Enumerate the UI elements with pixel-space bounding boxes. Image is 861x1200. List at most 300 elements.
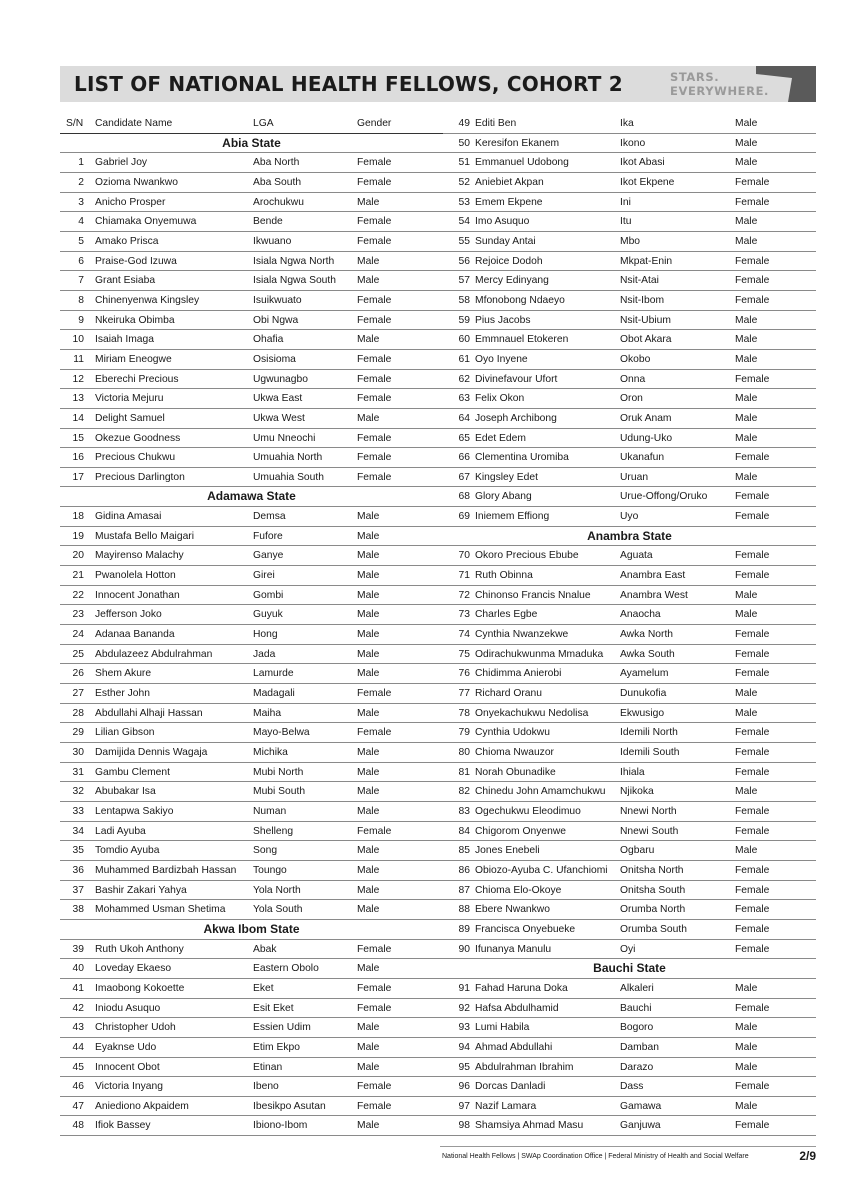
candidate-name: Sunday Antai [475, 235, 536, 247]
table-row [60, 1116, 443, 1136]
candidate-name: Shem Akure [95, 668, 152, 680]
gender-cell: Male [735, 334, 758, 346]
candidate-name: Delight Samuel [95, 412, 165, 424]
lga-cell: Aba North [253, 157, 300, 169]
page-title: LIST OF NATIONAL HEALTH FELLOWS, COHORT 2 [74, 72, 623, 96]
serial-number: 52 [458, 176, 470, 188]
table-row [443, 1116, 816, 1136]
serial-number: 64 [458, 412, 470, 424]
gender-cell: Female [735, 668, 770, 680]
lga-cell: Fufore [253, 530, 283, 542]
serial-number: 30 [72, 747, 84, 758]
serial-number: 33 [72, 805, 84, 817]
header-lga: LGA [253, 118, 274, 129]
lga-cell: Oruk Anam [620, 412, 672, 424]
table-row [60, 1077, 443, 1097]
lga-cell: Anaocha [620, 609, 661, 621]
lga-cell: Arochukwu [253, 196, 304, 208]
candidate-name: Fahad Haruna Doka [475, 982, 568, 994]
serial-number: 3 [78, 196, 84, 208]
gender-cell: Female [357, 235, 392, 247]
candidate-name: Abdullahi Alhaji Hassan [95, 707, 203, 719]
lga-cell: Ibesikpo Asutan [253, 1100, 326, 1112]
gender-cell: Male [357, 864, 380, 876]
table-row [443, 1058, 816, 1078]
gender-cell: Male [357, 648, 380, 660]
gender-cell: Female [357, 471, 392, 483]
candidate-name: Ozioma Nwankwo [95, 176, 178, 188]
table-row [60, 429, 443, 449]
candidate-name: Innocent Jonathan [95, 589, 180, 601]
table-row [60, 409, 443, 429]
tagline-line-1: STARS. [670, 70, 720, 84]
gender-cell: Male [735, 137, 758, 149]
serial-number: 31 [72, 766, 84, 778]
lga-cell: Abak [253, 943, 277, 955]
table-row [60, 605, 443, 625]
gender-cell: Female [357, 294, 392, 306]
gender-cell: Female [735, 904, 770, 916]
gender-cell: Male [357, 255, 380, 267]
lga-cell: Orumba North [620, 904, 686, 916]
table-row [443, 546, 816, 566]
state-heading [60, 487, 443, 507]
table-row [443, 1018, 816, 1038]
lga-cell: Mkpat-Enin [620, 255, 673, 267]
serial-number: 4 [78, 216, 84, 228]
gender-cell: Female [735, 570, 770, 582]
serial-number: 66 [458, 452, 470, 464]
state-heading [60, 134, 443, 154]
table-row [443, 507, 816, 527]
candidate-name: Onyekachukwu Nedolisa [475, 707, 589, 719]
candidate-name: Iniemem Effiong [475, 511, 550, 523]
candidate-name: Mohammed Usman Shetima [95, 904, 226, 916]
gender-cell: Male [357, 334, 380, 346]
table-row [443, 625, 816, 645]
table-row [443, 999, 816, 1019]
table-row [60, 546, 443, 566]
serial-number: 34 [72, 825, 84, 837]
candidate-name: Imaobong Kokoette [95, 982, 185, 994]
candidate-name: Muhammed Bardizbah Hassan [95, 864, 237, 876]
gender-cell: Female [735, 825, 770, 837]
candidate-name: Odirachukwunma Mmaduka [475, 648, 604, 660]
table-row [60, 389, 443, 409]
table-row [443, 566, 816, 586]
candidate-name: Oyo Inyene [475, 353, 528, 365]
lga-cell: Alkaleri [620, 982, 654, 994]
lga-cell: Obi Ngwa [253, 314, 299, 326]
gender-cell: Female [735, 1002, 770, 1014]
lga-cell: Guyuk [253, 609, 283, 621]
lga-cell: Umuahia North [253, 452, 323, 464]
table-row [443, 370, 816, 390]
table-row [443, 330, 816, 350]
lga-cell: Mubi South [253, 786, 306, 798]
table-row [443, 1077, 816, 1097]
candidate-name: Tomdio Ayuba [95, 845, 160, 857]
serial-number: 45 [72, 1061, 84, 1073]
gender-cell: Female [735, 1081, 770, 1093]
table-row [60, 802, 443, 822]
candidate-name: Jones Enebeli [475, 845, 540, 857]
table-row [443, 291, 816, 311]
table-row [60, 841, 443, 861]
candidate-name: Victoria Inyang [95, 1081, 163, 1093]
serial-number: 37 [72, 884, 84, 896]
lga-cell: Onitsha South [620, 884, 686, 896]
table-row [443, 429, 816, 449]
lga-cell: Ohafia [253, 334, 284, 346]
lga-cell: Oyi [620, 943, 636, 955]
serial-number: 74 [458, 629, 470, 641]
serial-number: 65 [458, 432, 470, 444]
lga-cell: Eastern Obolo [253, 963, 319, 975]
gender-cell: Male [357, 412, 380, 424]
serial-number: 24 [72, 629, 84, 641]
serial-number: 25 [72, 648, 84, 660]
serial-number: 16 [72, 452, 84, 464]
lga-cell: Michika [253, 747, 288, 758]
lga-cell: Isiala Ngwa North [253, 255, 335, 267]
table-row [60, 291, 443, 311]
serial-number: 55 [458, 235, 470, 247]
gender-cell: Male [357, 707, 380, 719]
lga-cell: Ibeno [253, 1081, 279, 1093]
table-row [443, 252, 816, 272]
lga-cell: Ika [620, 118, 634, 129]
serial-number: 83 [458, 805, 470, 817]
lga-cell: Damban [620, 1041, 659, 1053]
table-row [443, 468, 816, 488]
candidate-name: Divinefavour Ufort [475, 373, 558, 385]
serial-number: 68 [458, 491, 470, 503]
lga-cell: Anambra East [620, 570, 686, 582]
table-row [60, 527, 443, 547]
candidate-name: Victoria Mejuru [95, 393, 164, 405]
candidate-name: Mfonobong Ndaeyo [475, 294, 565, 306]
serial-number: 77 [458, 688, 470, 700]
lga-cell: Ini [620, 196, 631, 208]
table-row [60, 723, 443, 743]
serial-number: 89 [458, 923, 470, 935]
gender-cell: Male [357, 1022, 380, 1034]
serial-number: 2 [78, 176, 84, 188]
candidate-name: Gambu Clement [95, 766, 170, 778]
state-heading [443, 959, 816, 979]
table-row [443, 389, 816, 409]
candidate-name: Rejoice Dodoh [475, 255, 543, 267]
gender-cell: Male [735, 707, 758, 719]
gender-cell: Male [357, 609, 380, 621]
gender-cell: Female [735, 196, 770, 208]
table-row [60, 959, 443, 979]
lga-cell: Etim Ekpo [253, 1041, 300, 1053]
gender-cell: Male [735, 393, 758, 405]
gender-cell: Female [735, 629, 770, 641]
gender-cell: Male [357, 589, 380, 601]
serial-number: 1 [78, 157, 84, 169]
lga-cell: Ikot Ekpene [620, 176, 675, 188]
serial-number: 63 [458, 393, 470, 405]
lga-cell: Hong [253, 629, 278, 641]
serial-number: 44 [72, 1041, 84, 1053]
serial-number: 69 [458, 511, 470, 523]
lga-cell: Demsa [253, 511, 286, 523]
serial-number: 32 [72, 786, 84, 798]
gender-cell: Female [735, 275, 770, 287]
gender-cell: Male [357, 1061, 380, 1073]
table-row [443, 271, 816, 291]
serial-number: 72 [458, 589, 470, 601]
header-sn: S/N [66, 118, 84, 129]
candidate-name: Cynthia Udokwu [475, 727, 550, 739]
lga-cell: Itu [620, 216, 632, 228]
table-row [443, 232, 816, 252]
serial-number: 9 [78, 314, 84, 326]
serial-number: 92 [458, 1002, 470, 1014]
candidate-name: Christopher Udoh [95, 1022, 176, 1034]
table-row [443, 409, 816, 429]
table-row [60, 507, 443, 527]
gender-cell: Male [357, 766, 380, 778]
candidate-name: Glory Abang [475, 491, 532, 503]
candidate-name: Felix Okon [475, 393, 525, 405]
gender-cell: Male [357, 275, 380, 287]
gender-cell: Male [735, 353, 758, 365]
lga-cell: Eket [253, 982, 274, 994]
serial-number: 96 [458, 1081, 470, 1093]
serial-number: 18 [72, 511, 84, 523]
gender-cell: Female [735, 373, 770, 385]
serial-number: 5 [78, 235, 84, 247]
lga-cell: Oron [620, 393, 643, 405]
candidate-name: Chinonso Francis Nnalue [475, 589, 591, 601]
serial-number: 29 [72, 727, 84, 739]
candidate-name: Ifunanya Manulu [475, 943, 552, 955]
gender-cell: Female [357, 1081, 392, 1093]
serial-number: 84 [458, 825, 470, 837]
lga-cell: Toungo [253, 864, 287, 876]
serial-number: 20 [72, 550, 84, 562]
candidate-name: Aniebiet Akpan [475, 176, 544, 188]
table-row [60, 252, 443, 272]
serial-number: 76 [458, 668, 470, 680]
candidate-name: Nazif Lamara [475, 1100, 537, 1112]
serial-number: 50 [458, 137, 470, 149]
gender-cell: Male [735, 157, 758, 169]
serial-number: 98 [458, 1120, 470, 1132]
serial-number: 58 [458, 294, 470, 306]
gender-cell: Male [735, 845, 758, 857]
gender-cell: Male [735, 412, 758, 424]
lga-cell: Nsit-Ubium [620, 314, 671, 326]
serial-number: 53 [458, 196, 470, 208]
gender-cell: Female [735, 452, 770, 464]
gender-cell: Male [735, 118, 758, 129]
lga-cell: Numan [253, 805, 287, 817]
lga-cell: Njikoka [620, 786, 654, 798]
candidate-name: Mustafa Bello Maigari [95, 530, 195, 542]
candidate-name: Obiozo-Ayuba C. Ufanchiomi [475, 864, 608, 876]
candidate-name: Esther John [95, 688, 150, 700]
serial-number: 54 [458, 216, 470, 228]
table-row [443, 487, 816, 507]
candidate-name: Charles Egbe [475, 609, 538, 621]
serial-number: 10 [72, 334, 84, 346]
serial-number: 62 [458, 373, 470, 385]
gender-cell: Male [357, 884, 380, 896]
table-row [60, 330, 443, 350]
gender-cell: Male [735, 432, 758, 444]
candidate-name: Ruth Ukoh Anthony [95, 943, 184, 955]
lga-cell: Ibiono-Ibom [253, 1120, 308, 1132]
lga-cell: Orumba South [620, 923, 687, 935]
serial-number: 75 [458, 648, 470, 660]
lga-cell: Idemili South [620, 747, 680, 758]
candidate-name: Ruth Obinna [475, 570, 533, 582]
gender-cell: Female [357, 176, 392, 188]
serial-number: 39 [72, 943, 84, 955]
serial-number: 86 [458, 864, 470, 876]
candidate-name: Chigorom Onyenwe [475, 825, 566, 837]
serial-number: 90 [458, 943, 470, 955]
table-row [60, 782, 443, 802]
lga-cell: Esit Eket [253, 1002, 294, 1014]
table-row [60, 311, 443, 331]
lga-cell: Umuahia South [253, 471, 324, 483]
table-row [443, 134, 816, 154]
gender-cell: Male [357, 845, 380, 857]
table-row [60, 1038, 443, 1058]
serial-number: 17 [72, 471, 84, 483]
candidate-name: Chidimma Anierobi [475, 668, 562, 680]
gender-cell: Male [357, 805, 380, 817]
table-row [60, 370, 443, 390]
table-row [60, 350, 443, 370]
gender-cell: Female [735, 943, 770, 955]
table-row [443, 193, 816, 213]
candidate-name: Lentapwa Sakiyo [95, 805, 174, 817]
lga-cell: Darazo [620, 1061, 654, 1073]
serial-number: 60 [458, 334, 470, 346]
gender-cell: Male [357, 1120, 380, 1132]
serial-number: 94 [458, 1041, 470, 1053]
gender-cell: Female [735, 648, 770, 660]
table-row [60, 232, 443, 252]
gender-cell: Female [735, 1120, 770, 1132]
serial-number: 80 [458, 747, 470, 758]
candidate-name: Editi Ben [475, 118, 517, 129]
table-row [60, 822, 443, 842]
serial-number: 95 [458, 1061, 470, 1073]
gender-cell: Male [735, 786, 758, 798]
tagline [670, 70, 769, 98]
candidate-name: Chioma Elo-Okoye [475, 884, 562, 896]
lga-cell: Song [253, 845, 278, 857]
gender-cell: Female [735, 864, 770, 876]
lga-cell: Dass [620, 1081, 644, 1093]
lga-cell: Girei [253, 570, 275, 582]
state-label: Bauchi State [593, 961, 666, 976]
gender-cell: Female [357, 943, 392, 955]
candidate-name: Eberechi Precious [95, 373, 179, 385]
gender-cell: Female [357, 157, 392, 169]
candidate-name: Clementina Uromiba [475, 452, 569, 464]
candidate-name: Innocent Obot [95, 1061, 160, 1073]
gender-cell: Female [735, 805, 770, 817]
candidate-name: Bashir Zakari Yahya [95, 884, 187, 896]
lga-cell: Ukanafun [620, 452, 665, 464]
lga-cell: Gamawa [620, 1100, 662, 1112]
lga-cell: Madagali [253, 688, 295, 700]
candidate-name: Abubakar Isa [95, 786, 156, 798]
table-row [60, 763, 443, 783]
lga-cell: Bauchi [620, 1002, 652, 1014]
page-footer [440, 1146, 816, 1167]
serial-number: 22 [72, 589, 84, 601]
candidate-name: Nkeiruka Obimba [95, 314, 175, 326]
gender-cell: Male [357, 550, 380, 562]
table-row [443, 1038, 816, 1058]
lga-cell: Onna [620, 373, 646, 385]
candidate-name: Gidina Amasai [95, 511, 162, 523]
serial-number: 59 [458, 314, 470, 326]
serial-number: 46 [72, 1081, 84, 1093]
serial-number: 26 [72, 668, 84, 680]
table-row [60, 173, 443, 193]
candidate-name: Edet Edem [475, 432, 526, 444]
lga-cell: Ikot Abasi [620, 157, 665, 169]
serial-number: 7 [78, 275, 84, 287]
lga-cell: Essien Udim [253, 1022, 311, 1034]
gender-cell: Female [357, 727, 392, 739]
candidate-name: Imo Asuquo [475, 216, 530, 228]
serial-number: 47 [72, 1100, 84, 1112]
page-number: 2/9 [799, 1149, 816, 1163]
gender-cell: Male [735, 609, 758, 621]
state-heading [60, 920, 443, 940]
left-table [60, 114, 443, 1136]
gender-cell: Female [357, 432, 392, 444]
lga-cell: Isiala Ngwa South [253, 275, 336, 287]
table-row [443, 822, 816, 842]
serial-number: 23 [72, 609, 84, 621]
lga-cell: Gombi [253, 589, 284, 601]
lga-cell: Umu Nneochi [253, 432, 316, 444]
table-row [60, 979, 443, 999]
lga-cell: Uruan [620, 471, 649, 483]
lga-cell: Nnewi North [620, 805, 677, 817]
lga-cell: Awka South [620, 648, 675, 660]
candidate-name: Abdulazeez Abdulrahman [95, 648, 213, 660]
serial-number: 48 [72, 1120, 84, 1132]
candidate-name: Dorcas Danladi [475, 1081, 546, 1093]
table-row [443, 979, 816, 999]
gender-cell: Male [357, 668, 380, 680]
table-row [60, 861, 443, 881]
candidate-name: Chiamaka Onyemuwa [95, 216, 197, 228]
serial-number: 21 [72, 570, 84, 582]
gender-cell: Male [735, 216, 758, 228]
serial-number: 56 [458, 255, 470, 267]
table-row [443, 861, 816, 881]
lga-cell: Okobo [620, 353, 651, 365]
table-row [443, 350, 816, 370]
lga-cell: Shelleng [253, 825, 294, 837]
table-row [60, 212, 443, 232]
